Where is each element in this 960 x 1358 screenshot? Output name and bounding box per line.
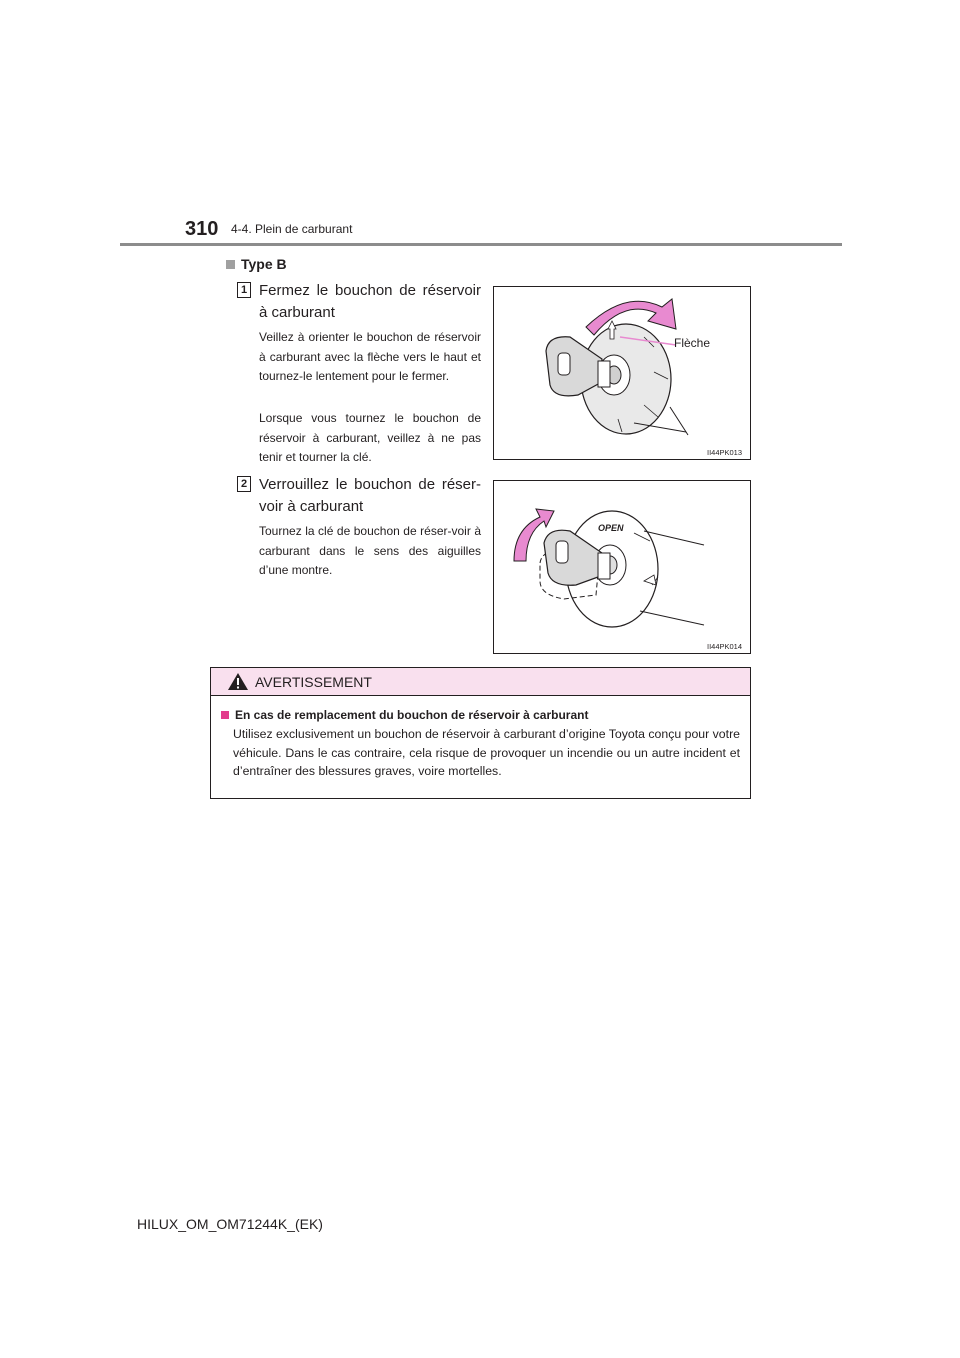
fuel-cap-close-illustration [494,287,750,459]
warning-item-title-text: En cas de remplacement du bouchon de réservoir à carburant [235,708,589,722]
square-bullet-icon [221,711,229,719]
step-2-title: Verrouillez le bouchon de réser-voir à carburant [259,476,481,515]
step-1-paragraph-2: Lorsque vous tournez le bouchon de réservoir à carburant, veillez à ne pas tenir et tourner la clé. [259,411,481,464]
page-number: 310 [185,218,219,240]
header-rule [120,243,842,246]
warning-triangle-icon [227,672,249,691]
fuel-cap-lock-illustration [494,481,750,653]
warning-box [210,667,751,799]
step-2-paragraph-1: Tournez la clé de bouchon de réser-voir à carburant dans le sens des aiguilles d’une montre. [259,524,481,577]
step-1-title: Fermez le bouchon de réservoir à carburant [259,282,481,321]
footer-document-code: HILUX_OM_OM71244K_(EK) [137,1216,323,1232]
warning-body [211,696,750,781]
figure-2-cap-label: OPEN [598,523,624,533]
warning-item-title [221,708,740,722]
figure-fuel-cap-lock [493,480,751,654]
step-1-paragraph-1: Veillez à orienter le bouchon de réservoir à carburant avec la flèche vers le haut et tournez-le lentement pour le fermer. [259,330,481,383]
section-title: 4-4. Plein de carburant [231,222,353,236]
type-heading-text: Type B [241,256,287,272]
step-number-1: 1 [237,282,251,298]
square-bullet-icon [226,260,235,269]
figure-1-code: II44PK013 [707,448,743,457]
type-heading [226,256,287,272]
warning-title: AVERTISSEMENT [255,673,372,690]
figure-fuel-cap-close [493,286,751,460]
figure-2-code: II44PK014 [707,642,743,651]
warning-text: Utilisez exclusivement un bouchon de réservoir à carburant d’origine Toyota conçu pour votre véhicule. Dans le cas contraire, cela risque de provoquer un incendie ou un autre incident et d’entraîner des blessures graves, voire mortelles. [233,727,740,778]
warning-header [211,668,750,696]
figure-1-callout: Flèche [674,336,711,350]
step-number-2: 2 [237,476,251,492]
